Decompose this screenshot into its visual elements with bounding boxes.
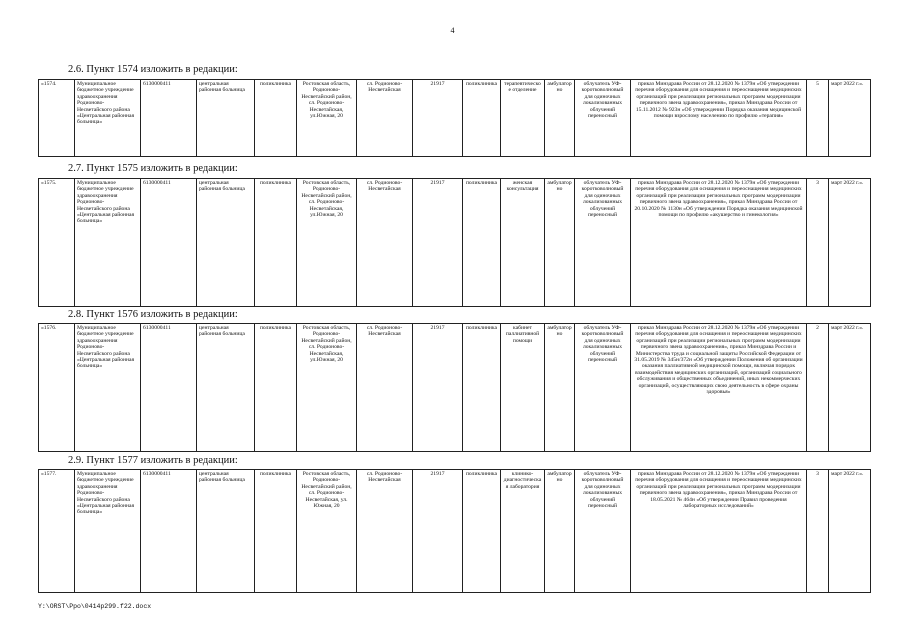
- delivery-date: март 2022 г.».: [829, 179, 871, 307]
- care-condition: амбулаторно: [545, 470, 575, 593]
- section-heading-2-9: 2.9. Пункт 1577 изложить в редакции:: [68, 455, 238, 466]
- record-table-1574: [38, 79, 871, 157]
- item-number: «1577.: [39, 470, 75, 593]
- equipment-name: облучатель УФ-коротковолновый для одиночных локализованных облучений переносный: [575, 179, 631, 307]
- organization-name: Муниципальное бюджетное учреждение здравоохранения Родионово-Несветайского района «Центральная районная больница»: [75, 179, 141, 307]
- section-heading-2-6: 2.6. Пункт 1574 изложить в редакции:: [68, 64, 238, 75]
- oktmo-code: 21917: [413, 324, 463, 452]
- org-type: центральная районная больница: [197, 324, 255, 452]
- locality: сл. Родионово-Несветайская: [357, 80, 413, 157]
- facility-kind: поликлиника: [463, 324, 501, 452]
- record-table-1576: [38, 323, 871, 452]
- delivery-date: март 2022 г.».: [829, 470, 871, 593]
- quantity: 5: [807, 80, 829, 157]
- equipment-name: облучатель УФ-коротковолновый для одиночных локализованных облучений переносный: [575, 324, 631, 452]
- table-row: [39, 324, 871, 452]
- org-type: центральная районная больница: [197, 179, 255, 307]
- care-condition: амбулаторно: [545, 324, 575, 452]
- equipment-name: облучатель УФ-коротковолновый для одиночных локализованных облучений переносный: [575, 470, 631, 593]
- oktmo-code: 21917: [413, 80, 463, 157]
- facility-kind: поликлиника: [463, 80, 501, 157]
- item-number: «1575.: [39, 179, 75, 307]
- item-number: «1574.: [39, 80, 75, 157]
- organization-name: Муниципальное бюджетное учреждение здравоохранения Родионово-Несветайского района «Центральная районная больница»: [75, 80, 141, 157]
- oktmo-code: 21917: [413, 470, 463, 593]
- care-condition: амбулаторно: [545, 80, 575, 157]
- legal-basis: приказ Минздрава России от 28.12.2020 № 1379н «Об утверждении перечня оборудования для оснащения и переоснащения медицинских организаций при реализации региональных программ модернизации первичного звена здравоохранения», приказ Минздрава России и Министерства труда и социальной защиты Российской Федерации от 31.05.2019 № 345н/372н «Об утверждении Положения об организации оказания паллиативной медицинской помощи, включая порядок взаимодействия медицинских организаций, организаций социального обслуживания и общественных объединений, иных некоммерческих организаций, осуществляющих свою деятельность в сфере охраны здоровья»: [631, 324, 807, 452]
- table-row: [39, 470, 871, 593]
- facility-kind: поликлиника: [463, 179, 501, 307]
- delivery-date: март 2022 г.».: [829, 324, 871, 452]
- org-code: 6130000411: [141, 80, 197, 157]
- unit-name: поликлиника: [255, 470, 297, 593]
- organization-name: Муниципальное бюджетное учреждение здравоохранения Родионово-Несветайского района «Центральная районная больница»: [75, 470, 141, 593]
- address: Ростовская область, Родионово-Несветайский район, сл. Родионово-Несветайская, ул.Южная, 20: [297, 324, 357, 452]
- quantity: 2: [807, 324, 829, 452]
- unit-name: поликлиника: [255, 324, 297, 452]
- org-code: 6130000411: [141, 179, 197, 307]
- care-condition: амбулаторно: [545, 179, 575, 307]
- record-table-1575: [38, 178, 871, 307]
- address: Ростовская область, Родионово-Несветайский район, сл. Родионово-Несветайская, ул. Южная, 20: [297, 470, 357, 593]
- legal-basis: приказ Минздрава России от 28.12.2020 № 1379н «Об утверждении перечня оборудования для оснащения и переоснащения медицинских организаций при реализации региональных программ модернизации первичного звена здравоохранения», приказ Минздрава России от 18.05.2021 № 464н «Об утверждении Правил проведения лабораторных исследований»: [631, 470, 807, 593]
- file-path-footer: Y:\ORST\Ppo\0414p299.f22.docx: [38, 603, 152, 610]
- org-code: 6130000411: [141, 324, 197, 452]
- facility-kind: поликлиника: [463, 470, 501, 593]
- department: кабинет паллиативной помощи: [501, 324, 545, 452]
- equipment-name: облучатель УФ-коротковолновый для одиночных локализованных облучений переносный: [575, 80, 631, 157]
- organization-name: Муниципальное бюджетное учреждение здравоохранения Родионово-Несветайского района «Центральная районная больница»: [75, 324, 141, 452]
- legal-basis: приказ Минздрава России от 28.12.2020 № 1379н «Об утверждении перечня оборудования для оснащения и переоснащения медицинских организаций при реализации региональных программ модернизации первичного звена здравоохранения», приказ Минздрава России от 20.10.2020 № 1130н «Об утверждении Порядка оказания медицинской помощи по профилю «акушерство и гинекология»: [631, 179, 807, 307]
- department: клинико-диагностическая лаборатория: [501, 470, 545, 593]
- oktmo-code: 21917: [413, 179, 463, 307]
- legal-basis: приказ Минздрава России от 28.12.2020 № 1379н «Об утверждении перечня оборудования для оснащения и переоснащения медицинских организаций при реализации региональных программ модернизации первичного звена здравоохранения», приказ Минздрава России от 15.11.2012 № 923н «Об утверждении Порядка оказания медицинской помощи взрослому населению по профилю «терапия»: [631, 80, 807, 157]
- item-number: «1576.: [39, 324, 75, 452]
- quantity: 3: [807, 179, 829, 307]
- quantity: 3: [807, 470, 829, 593]
- locality: сл. Родионово-Несветайская: [357, 179, 413, 307]
- org-type: центральная районная больница: [197, 470, 255, 593]
- page-number: 4: [450, 26, 455, 35]
- unit-name: поликлиника: [255, 179, 297, 307]
- delivery-date: март 2022 г.».: [829, 80, 871, 157]
- org-code: 6130000411: [141, 470, 197, 593]
- address: Ростовская область, Родионово-Несветайский район, сл. Родионово-Несветайская, ул.Южная, 20: [297, 179, 357, 307]
- locality: сл. Родионово-Несветайская: [357, 324, 413, 452]
- section-heading-2-8: 2.8. Пункт 1576 изложить в редакции:: [68, 309, 238, 320]
- locality: сл. Родионово-Несветайская: [357, 470, 413, 593]
- org-type: центральная районная больница: [197, 80, 255, 157]
- record-table-1577: [38, 469, 871, 593]
- address: Ростовская область, Родионово-Несветайский район, сл. Родионово-Несветайская, ул.Южная, 20: [297, 80, 357, 157]
- unit-name: поликлиника: [255, 80, 297, 157]
- section-heading-2-7: 2.7. Пункт 1575 изложить в редакции:: [68, 163, 238, 174]
- table-row: [39, 179, 871, 307]
- table-row: [39, 80, 871, 157]
- department: женская консультация: [501, 179, 545, 307]
- department: терапевтическое отделение: [501, 80, 545, 157]
